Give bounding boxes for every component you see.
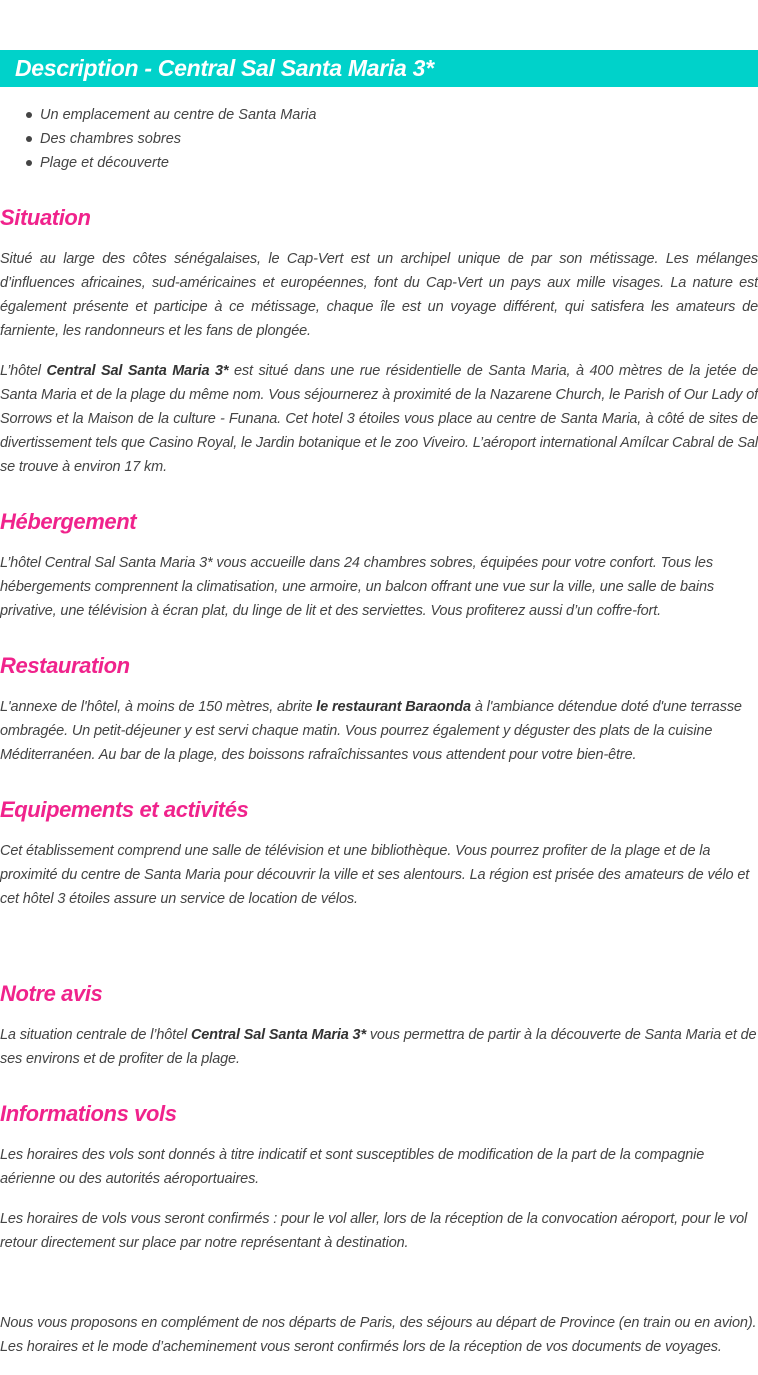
highlight-label: Plage et découverte bbox=[40, 155, 169, 171]
equipements-paragraph: Cet établissement comprend une salle de télévision et une bibliothèque. Vous pourrez profiter de la plage et de la proximité du centre de Santa Maria pour découvrir la ville et ses alentours. La région est prisée des amateurs de vélo et cet hôtel 3 étoiles assure un service de location de vélos. bbox=[0, 843, 750, 907]
avis-paragraph bbox=[0, 1023, 758, 1071]
avis-text: La situation centrale de l’hôtel bbox=[0, 1027, 191, 1043]
vols-paragraph-1: Les horaires des vols sont donnés à titre indicatif et sont susceptibles de modification de la part de la compagnie aérienne ou des autorités aéroportuaires. bbox=[0, 1147, 705, 1187]
section-title-equipements: Equipements et activités bbox=[0, 797, 249, 822]
section-title-avis: Notre avis bbox=[0, 981, 103, 1006]
hotel-name: Central Sal Santa Maria 3* bbox=[46, 363, 229, 379]
bullet-icon bbox=[26, 136, 32, 142]
bullet-icon bbox=[26, 112, 32, 118]
section-title-vols: Informations vols bbox=[0, 1101, 177, 1126]
situation-paragraph-1: Situé au large des côtes sénégalaises, le Cap-Vert est un archipel unique de par son métissage. Les mélanges d’influences africaines, sud-américaines et européennes, font du Cap-Vert un pays aux mille visages. La nature est également présente et participe à ce métissage, chaque île est un voyage différent, qui satisfera les amateurs de farniente, les randonneurs et les fans de plongée. bbox=[0, 251, 758, 339]
vols-paragraph-2: Les horaires de vols vous seront confirmés : pour le vol aller, lors de la réception de la convocation aéroport, pour le vol retour directement sur place par notre représentant à destination. bbox=[0, 1211, 748, 1251]
highlight-item bbox=[0, 151, 316, 175]
situation-p2-text: est situé dans une rue résidentielle de Santa Maria, à 400 mètres de la jetée de Santa Maria et de la plage du même nom. Vous séjournerez à proximité de la Nazarene Church, le Parish of Our Lady of Sorrows et la Maison de la culture - Funana. Cet hotel 3 étoiles vous place au centre de Santa Maria, à côté de sites de divertissement tels que Casino Royal, le Jardin botanique et le zoo Viveiro. L’aéroport international Amílcar Cabral de Sal se trouve à environ 17 km. bbox=[0, 363, 758, 475]
highlights-list bbox=[0, 103, 316, 175]
vols-p3-line-1: Nous vous proposons en complément de nos départs de Paris, des séjours au départ de Province (en train ou en avion). bbox=[0, 1315, 757, 1331]
bullet-icon bbox=[26, 160, 32, 166]
situation-paragraph-2 bbox=[0, 359, 758, 479]
highlight-label: Un emplacement au centre de Santa Maria bbox=[40, 107, 317, 123]
highlight-item bbox=[0, 103, 316, 127]
description-banner bbox=[0, 50, 758, 87]
vols-paragraph-3 bbox=[0, 1311, 758, 1359]
restauration-text: à l'ambiance détendue doté d'une terrasse ombragée. Un petit-déjeuner y est servi chaque matin. Vous pourrez également y déguster des plats de la cuisine Méditerranéen. Au bar de la plage, des boissons rafraîchissantes vous attendent pour votre bien-être. bbox=[0, 699, 742, 763]
vols-p3-line-2: Les horaires et le mode d’acheminement vous seront confirmés lors de la réception de vos documents de voyages. bbox=[0, 1339, 722, 1355]
hotel-name: Central Sal Santa Maria 3* bbox=[190, 1027, 366, 1043]
restauration-paragraph bbox=[0, 695, 758, 767]
hebergement-paragraph: L’hôtel Central Sal Santa Maria 3* vous accueille dans 24 chambres sobres, équipées pour votre confort. Tous les hébergements comprennent la climatisation, une armoire, un balcon offrant une vue sur la ville, une salle de bains privative, une télévision à écran plat, du linge de lit et des serviettes. Vous profiterez aussi d’un coffre-fort. bbox=[0, 555, 714, 619]
section-title-hebergement: Hébergement bbox=[0, 509, 137, 534]
restaurant-name: le restaurant Baraonda bbox=[316, 699, 471, 715]
page-title: Description - Central Sal Santa Maria 3* bbox=[15, 55, 434, 81]
restauration-text: L'annexe de l'hôtel, à moins de 150 mètres, abrite bbox=[0, 699, 317, 715]
highlight-label: Des chambres sobres bbox=[40, 131, 182, 147]
situation-p2-text: L’hôtel bbox=[0, 363, 47, 379]
highlight-item bbox=[0, 127, 316, 151]
section-title-restauration: Restauration bbox=[0, 653, 130, 678]
avis-text: vous permettra de partir à la découverte de Santa Maria et de ses environs et de profiter de la plage. bbox=[0, 1027, 757, 1067]
section-title-situation: Situation bbox=[0, 205, 91, 230]
